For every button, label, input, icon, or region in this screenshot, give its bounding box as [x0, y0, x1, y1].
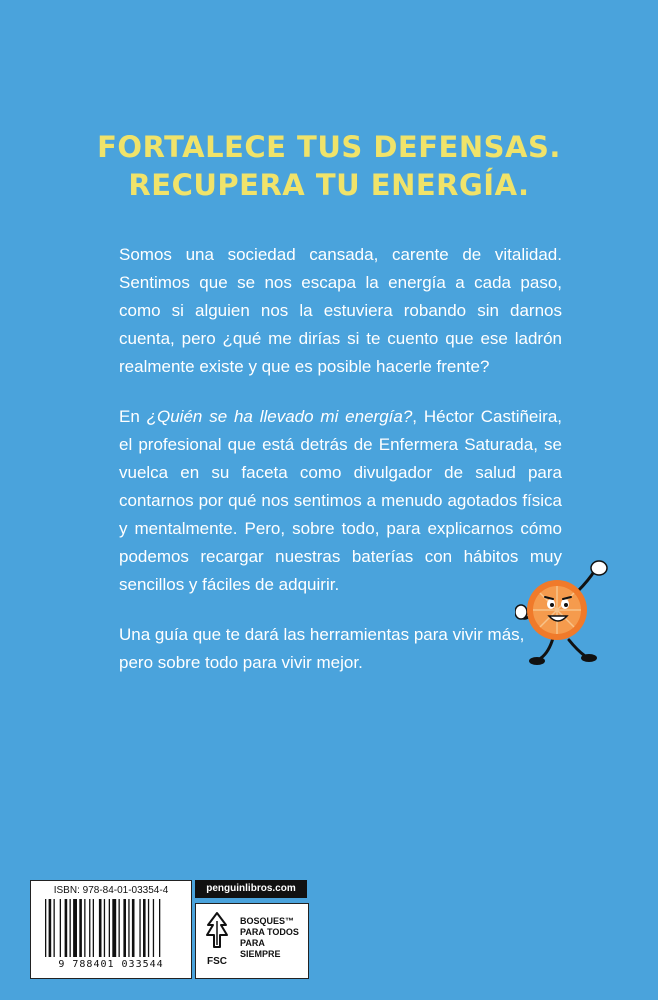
fsc-box [195, 903, 309, 979]
fsc-slogan-line-3: PARA SIEMPRE [240, 938, 281, 959]
blurb-p2-rest: , Héctor Castiñeira, el profesional que está detrás de Enfermera Saturada, se vuelca en su faceta como divulgador de salud para contarnos por qué nos sentimos a menudo agotados física y mentalmente. Pero, sobre todo, para explicarnos cómo podemos recargar nuestras baterías con hábitos muy sencillos y fáciles de adquirir. [119, 407, 562, 594]
blurb [119, 241, 562, 699]
isbn: ISBN: 978-84-01-03354-4 [53, 885, 169, 896]
fsc-label: FSC [207, 956, 227, 967]
book-title: ¿Quién se ha llevado mi energía? [146, 407, 413, 426]
blurb-paragraph-3: Una guía que te dará las herramientas para vivir más, pero sobre todo para vivir mejor. [119, 625, 525, 672]
fsc-slogan [240, 916, 304, 960]
headline-line-1: FORTALECE TUS DEFENSAS. [97, 130, 561, 164]
fsc-slogan-line-2: PARA TODOS [240, 927, 299, 937]
barcode-digits: 9 788401 033544 [58, 959, 164, 970]
publisher-website: penguinlibros.com [195, 880, 307, 898]
blurb-p2-intro: En [119, 407, 147, 426]
headline [0, 128, 658, 204]
fsc-slogan-line-1: BOSQUES™ [240, 916, 295, 926]
barcode-icon [45, 899, 177, 957]
orange-slice-mascot-icon [515, 560, 615, 680]
barcode-box [30, 880, 192, 979]
blurb-paragraph-1: Somos una sociedad cansada, carente de vitalidad. Sentimos que se nos escapa la energía a cada paso, como si alguien nos la estuviera robando sin darnos cuenta, pero ¿qué me dirías si te cuento que ese ladrón realmente existe y que es posible hacerle frente? [119, 245, 562, 376]
fsc-tree-icon [204, 911, 230, 953]
blurb-paragraph-2 [119, 403, 562, 599]
headline-line-2: RECUPERA TU ENERGÍA. [128, 168, 530, 202]
